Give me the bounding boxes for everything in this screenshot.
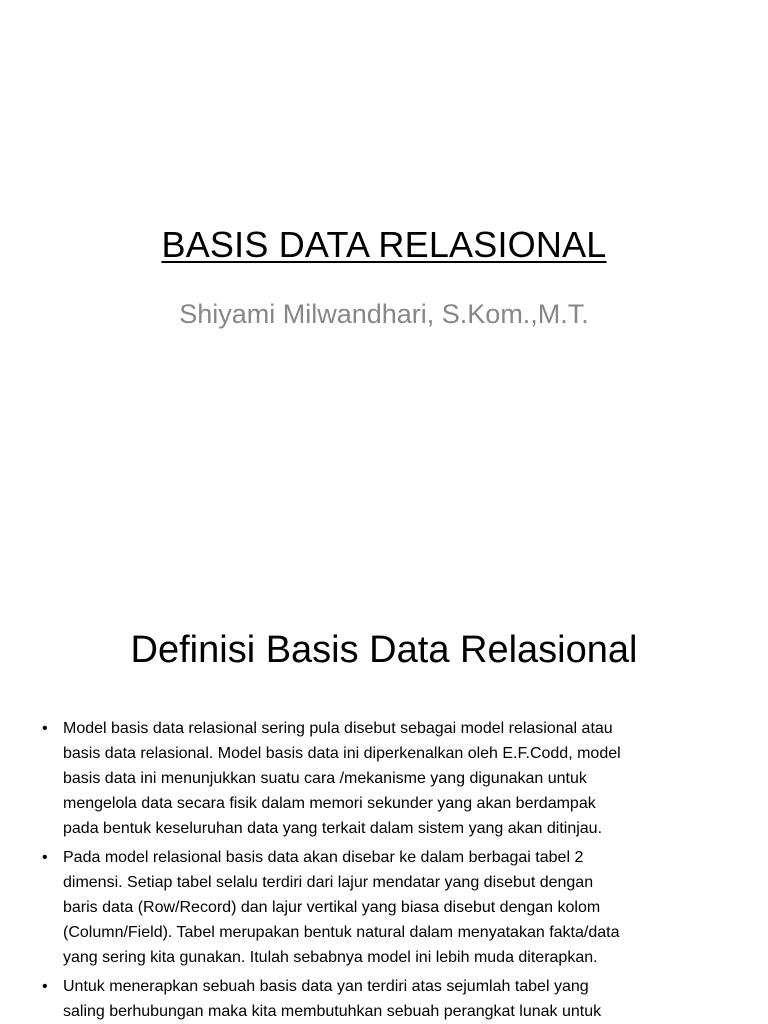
bullet-text-line: baris data (Row/Record) dan lajur vertikal yang biasa disebut dengan kolom xyxy=(63,899,601,916)
bullet-text-line: mengelola data secara fisik dalam memori sekunder yang akan berdampak xyxy=(63,795,596,812)
bullet-text-line: yang sering kita gunakan. Itulah sebabnya model ini lebih muda diterapkan. xyxy=(63,949,598,966)
bullet-dot-icon: • xyxy=(42,978,48,995)
author-subtitle: Shiyami Milwandhari, S.Kom.,M.T. xyxy=(179,299,589,329)
slide-title: Definisi Basis Data Relasional xyxy=(130,629,638,671)
bullet-item-1 xyxy=(40,716,736,841)
bullet-item-3 xyxy=(40,974,736,1024)
definition-slide xyxy=(0,576,768,1024)
bullet-text-line: dimensi. Setiap tabel selalu terdiri dari lajur mendatar yang disebut dengan xyxy=(63,874,594,891)
bullet-text-line: saling berhubungan maka kita membutuhkan sebuah perangkat lunak untuk xyxy=(63,1003,602,1020)
bullet-text-line: basis data relasional. Model basis data ini diperkenalkan oleh E.F.Codd, model xyxy=(63,745,621,762)
bullet-dot-icon: • xyxy=(42,720,48,737)
bullet-dot-icon: • xyxy=(42,849,48,866)
bullet-text-line: basis data ini menunjukkan suatu cara /mekanisme yang digunakan untuk xyxy=(63,770,587,787)
bullet-text-line: pada bentuk keseluruhan data yang terkait dalam sistem yang akan ditinjau. xyxy=(63,820,603,837)
bullet-text-line: Model basis data relasional sering pula disebut sebagai model relasional atau xyxy=(63,720,613,737)
bullet-text-line: (Column/Field). Tabel merupakan bentuk natural dalam menyatakan fakta/data xyxy=(63,924,620,941)
bullet-item-2 xyxy=(40,845,736,970)
presentation-title: BASIS DATA RELASIONAL xyxy=(161,224,607,265)
bullet-text-line: Untuk menerapkan sebuah basis data yan terdiri atas sejumlah tabel yang xyxy=(63,978,589,995)
bullet-list xyxy=(40,716,736,1024)
bullet-text-line: Pada model relasional basis data akan disebar ke dalam berbagai tabel 2 xyxy=(63,849,584,866)
